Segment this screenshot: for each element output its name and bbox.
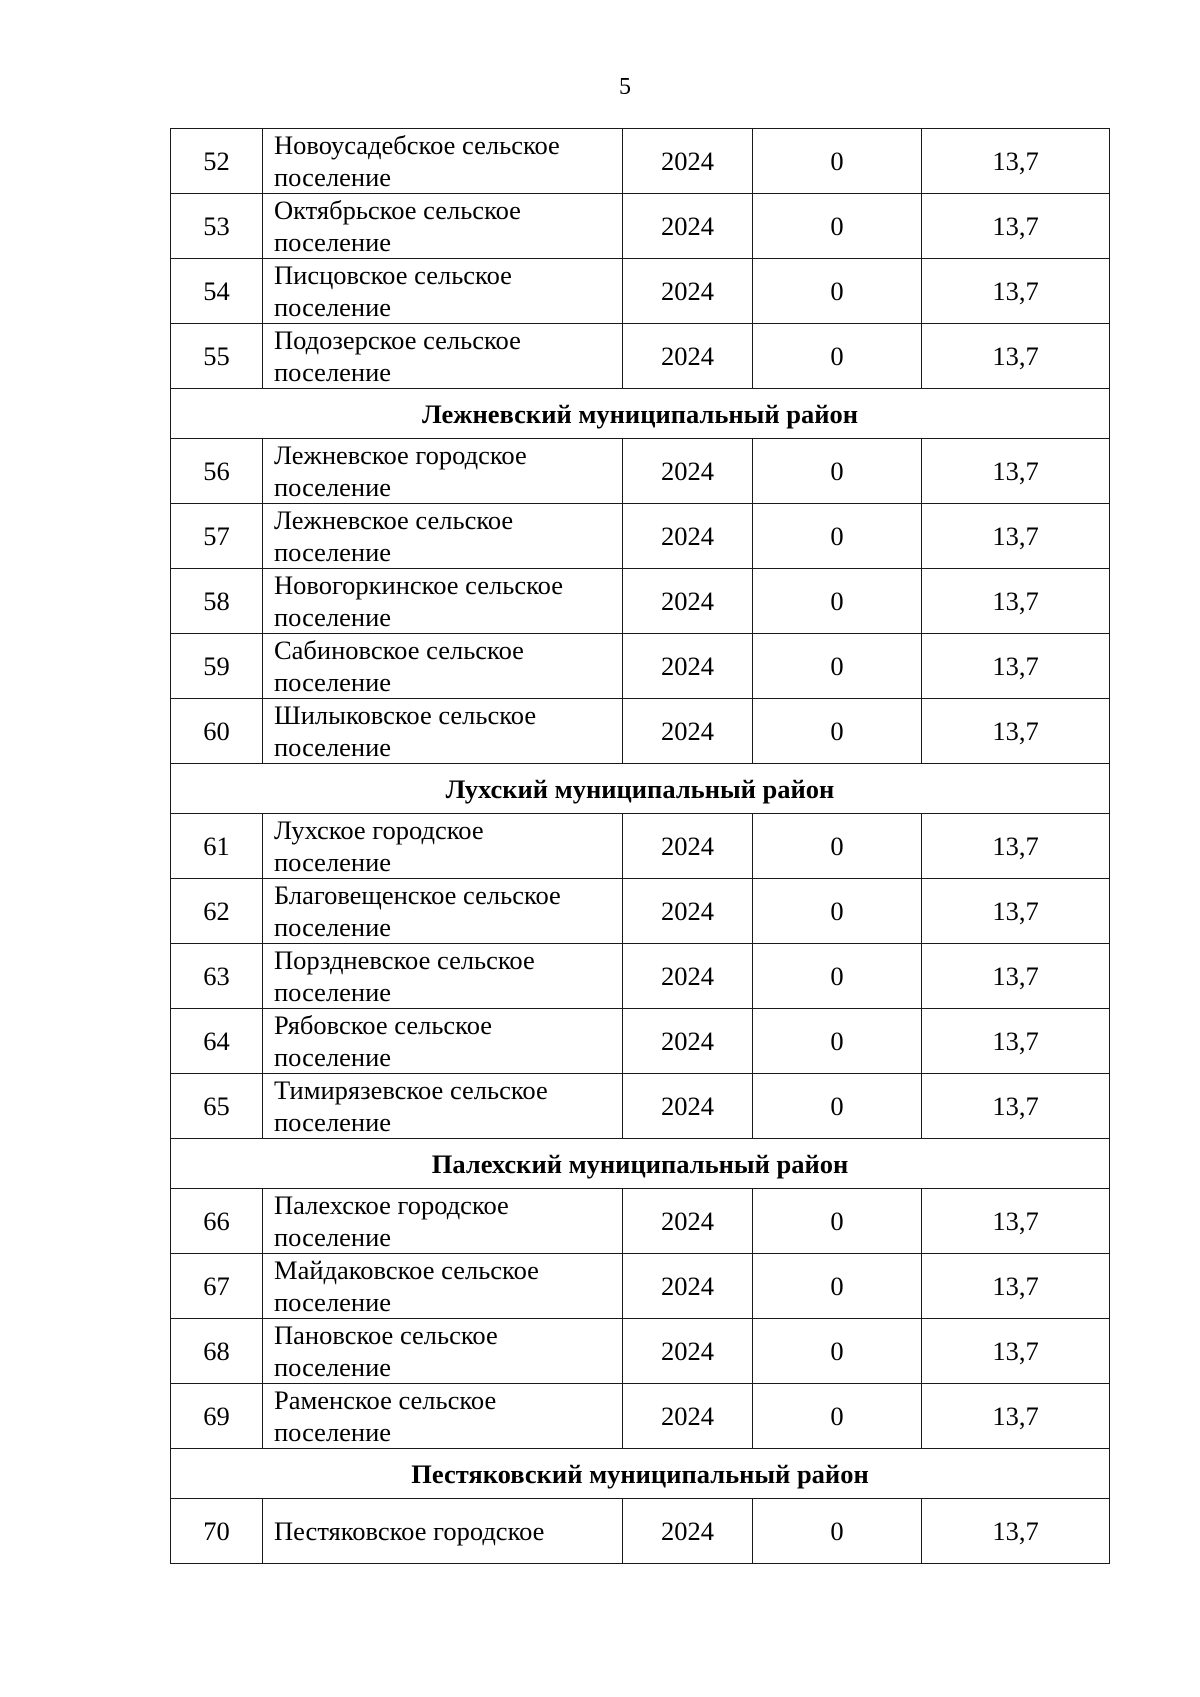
value-cell-b: 13,7 <box>922 1254 1110 1319</box>
value-cell-b: 13,7 <box>922 814 1110 879</box>
settlement-name <box>263 259 623 324</box>
settlement-name <box>263 194 623 259</box>
value-cell-a: 0 <box>753 569 922 634</box>
district-header-row <box>171 1449 1110 1499</box>
value-cell-a: 0 <box>753 129 922 194</box>
district-title: Палехский муниципальный район <box>171 1139 1110 1189</box>
row-number: 58 <box>171 569 263 634</box>
table-row <box>171 504 1110 569</box>
settlement-name-line-2: поселение <box>274 732 392 762</box>
value-cell-a: 0 <box>753 1384 922 1449</box>
settlement-name <box>263 129 623 194</box>
table-row <box>171 324 1110 389</box>
value-cell-b: 13,7 <box>922 439 1110 504</box>
year-cell: 2024 <box>623 1074 753 1139</box>
settlement-name-line-1: Рябовское сельское <box>274 1010 493 1040</box>
settlement-name-line-2: поселение <box>274 667 392 697</box>
settlement-name-line-2: поселение <box>274 1042 392 1072</box>
value-cell-a: 0 <box>753 1319 922 1384</box>
row-number: 69 <box>171 1384 263 1449</box>
year-cell: 2024 <box>623 699 753 764</box>
settlement-name-line-2: поселение <box>274 162 392 192</box>
district-title: Лежневский муниципальный район <box>171 389 1110 439</box>
table-row <box>171 1074 1110 1139</box>
table-row <box>171 879 1110 944</box>
value-cell-b: 13,7 <box>922 1499 1110 1564</box>
settlement-name-line-2: поселение <box>274 1417 392 1447</box>
settlement-name <box>263 569 623 634</box>
row-number: 53 <box>171 194 263 259</box>
settlement-name <box>263 1254 623 1319</box>
settlement-name-line-2: поселение <box>274 357 392 387</box>
settlement-name <box>263 699 623 764</box>
settlement-name-line-2: поселение <box>274 977 392 1007</box>
district-header-row <box>171 389 1110 439</box>
settlement-name <box>263 1319 623 1384</box>
row-number: 59 <box>171 634 263 699</box>
value-cell-a: 0 <box>753 259 922 324</box>
row-number: 68 <box>171 1319 263 1384</box>
settlement-name <box>263 1009 623 1074</box>
settlement-name <box>263 324 623 389</box>
value-cell-a: 0 <box>753 1499 922 1564</box>
value-cell-a: 0 <box>753 1074 922 1139</box>
value-cell-a: 0 <box>753 439 922 504</box>
settlement-name-line-2: поселение <box>274 1222 392 1252</box>
year-cell: 2024 <box>623 194 753 259</box>
value-cell-b: 13,7 <box>922 1384 1110 1449</box>
table-body <box>171 129 1110 1564</box>
value-cell-a: 0 <box>753 634 922 699</box>
settlement-name-line-2: поселение <box>274 537 392 567</box>
settlement-name-line-1: Подозерское сельское <box>274 325 521 355</box>
settlement-name-line-1: Палехское городское <box>274 1190 509 1220</box>
value-cell-a: 0 <box>753 1189 922 1254</box>
settlement-name-line-1: Порздневское сельское <box>274 945 535 975</box>
table-row <box>171 944 1110 1009</box>
year-cell: 2024 <box>623 1384 753 1449</box>
row-number: 64 <box>171 1009 263 1074</box>
value-cell-b: 13,7 <box>922 1189 1110 1254</box>
value-cell-b: 13,7 <box>922 504 1110 569</box>
table-row <box>171 194 1110 259</box>
value-cell-b: 13,7 <box>922 879 1110 944</box>
settlement-name-line-2: поселение <box>274 292 392 322</box>
year-cell: 2024 <box>623 259 753 324</box>
table-row <box>171 1384 1110 1449</box>
settlement-name-line-1: Лежневское сельское <box>274 505 514 535</box>
table-row <box>171 439 1110 504</box>
value-cell-b: 13,7 <box>922 634 1110 699</box>
year-cell: 2024 <box>623 1189 753 1254</box>
row-number: 66 <box>171 1189 263 1254</box>
year-cell: 2024 <box>623 129 753 194</box>
table-row <box>171 259 1110 324</box>
settlement-name-line-1: Шилыковское сельское <box>274 700 537 730</box>
settlement-name-line-1: Октябрьское сельское <box>274 195 521 225</box>
settlement-name-line-2: поселение <box>274 1352 392 1382</box>
value-cell-a: 0 <box>753 814 922 879</box>
settlement-name-line-2: поселение <box>274 227 392 257</box>
settlement-name-line-1: Благовещенское сельское <box>274 880 561 910</box>
district-title: Пестяковский муниципальный район <box>171 1449 1110 1499</box>
value-cell-b: 13,7 <box>922 324 1110 389</box>
row-number: 55 <box>171 324 263 389</box>
settlement-name <box>263 1384 623 1449</box>
settlement-name-line-1: Лухское городское <box>274 815 484 845</box>
year-cell: 2024 <box>623 879 753 944</box>
settlement-name-line-1: Тимирязевское сельское <box>274 1075 548 1105</box>
settlement-name <box>263 504 623 569</box>
value-cell-b: 13,7 <box>922 699 1110 764</box>
value-cell-a: 0 <box>753 324 922 389</box>
year-cell: 2024 <box>623 1009 753 1074</box>
value-cell-a: 0 <box>753 1254 922 1319</box>
settlement-name-line-2: поселение <box>274 912 392 942</box>
row-number: 70 <box>171 1499 263 1564</box>
settlement-name <box>263 1189 623 1254</box>
table-row <box>171 1189 1110 1254</box>
settlement-name-line-2: поселение <box>274 847 392 877</box>
year-cell: 2024 <box>623 1254 753 1319</box>
row-number: 52 <box>171 129 263 194</box>
settlement-name-line-1: Новоусадебское сельское <box>274 130 560 160</box>
settlement-name <box>263 1074 623 1139</box>
district-header-row <box>171 1139 1110 1189</box>
value-cell-b: 13,7 <box>922 944 1110 1009</box>
table-row <box>171 1009 1110 1074</box>
value-cell-b: 13,7 <box>922 194 1110 259</box>
value-cell-a: 0 <box>753 194 922 259</box>
table-row <box>171 699 1110 764</box>
row-number: 61 <box>171 814 263 879</box>
row-number: 54 <box>171 259 263 324</box>
table-row <box>171 1319 1110 1384</box>
year-cell: 2024 <box>623 324 753 389</box>
year-cell: 2024 <box>623 1319 753 1384</box>
settlement-name <box>263 634 623 699</box>
year-cell: 2024 <box>623 814 753 879</box>
year-cell: 2024 <box>623 634 753 699</box>
settlement-name <box>263 439 623 504</box>
row-number: 56 <box>171 439 263 504</box>
settlement-name <box>263 879 623 944</box>
year-cell: 2024 <box>623 504 753 569</box>
table-row <box>171 814 1110 879</box>
row-number: 65 <box>171 1074 263 1139</box>
value-cell-b: 13,7 <box>922 1009 1110 1074</box>
settlement-name-line-1: Лежневское городское <box>274 440 527 470</box>
year-cell: 2024 <box>623 569 753 634</box>
settlement-name <box>263 944 623 1009</box>
settlement-name <box>263 814 623 879</box>
value-cell-b: 13,7 <box>922 569 1110 634</box>
row-number: 57 <box>171 504 263 569</box>
settlement-name-line-1: Новогоркинское сельское <box>274 570 563 600</box>
value-cell-b: 13,7 <box>922 259 1110 324</box>
row-number: 63 <box>171 944 263 1009</box>
district-header-row <box>171 764 1110 814</box>
value-cell-a: 0 <box>753 504 922 569</box>
settlement-name-line-2: поселение <box>274 472 392 502</box>
year-cell: 2024 <box>623 439 753 504</box>
settlement-name-line-1: Раменское сельское <box>274 1385 497 1415</box>
settlement-name-line-2: поселение <box>274 1287 392 1317</box>
settlement-name-line-1: Пановское сельское <box>274 1320 498 1350</box>
table-row <box>171 129 1110 194</box>
year-cell: 2024 <box>623 944 753 1009</box>
settlement-name-line-2: поселение <box>274 1107 392 1137</box>
value-cell-b: 13,7 <box>922 129 1110 194</box>
settlement-name-line-2: поселение <box>274 602 392 632</box>
value-cell-a: 0 <box>753 944 922 1009</box>
value-cell-a: 0 <box>753 879 922 944</box>
settlement-name-line-1: Майдаковское сельское <box>274 1255 539 1285</box>
settlement-name-line-1: Пестяковское городское <box>274 1516 545 1546</box>
settlement-name-line-1: Писцовское сельское <box>274 260 512 290</box>
value-cell-a: 0 <box>753 699 922 764</box>
value-cell-a: 0 <box>753 1009 922 1074</box>
municipal-table <box>170 128 1110 1564</box>
table-row <box>171 634 1110 699</box>
value-cell-b: 13,7 <box>922 1319 1110 1384</box>
settlement-name-line-1: Сабиновское сельское <box>274 635 524 665</box>
year-cell: 2024 <box>623 1499 753 1564</box>
row-number: 62 <box>171 879 263 944</box>
district-title: Лухский муниципальный район <box>171 764 1110 814</box>
page-number: 5 <box>619 74 631 100</box>
settlement-name <box>263 1499 623 1564</box>
table-row <box>171 1254 1110 1319</box>
value-cell-b: 13,7 <box>922 1074 1110 1139</box>
row-number: 67 <box>171 1254 263 1319</box>
row-number: 60 <box>171 699 263 764</box>
table-row <box>171 1499 1110 1564</box>
table-row <box>171 569 1110 634</box>
